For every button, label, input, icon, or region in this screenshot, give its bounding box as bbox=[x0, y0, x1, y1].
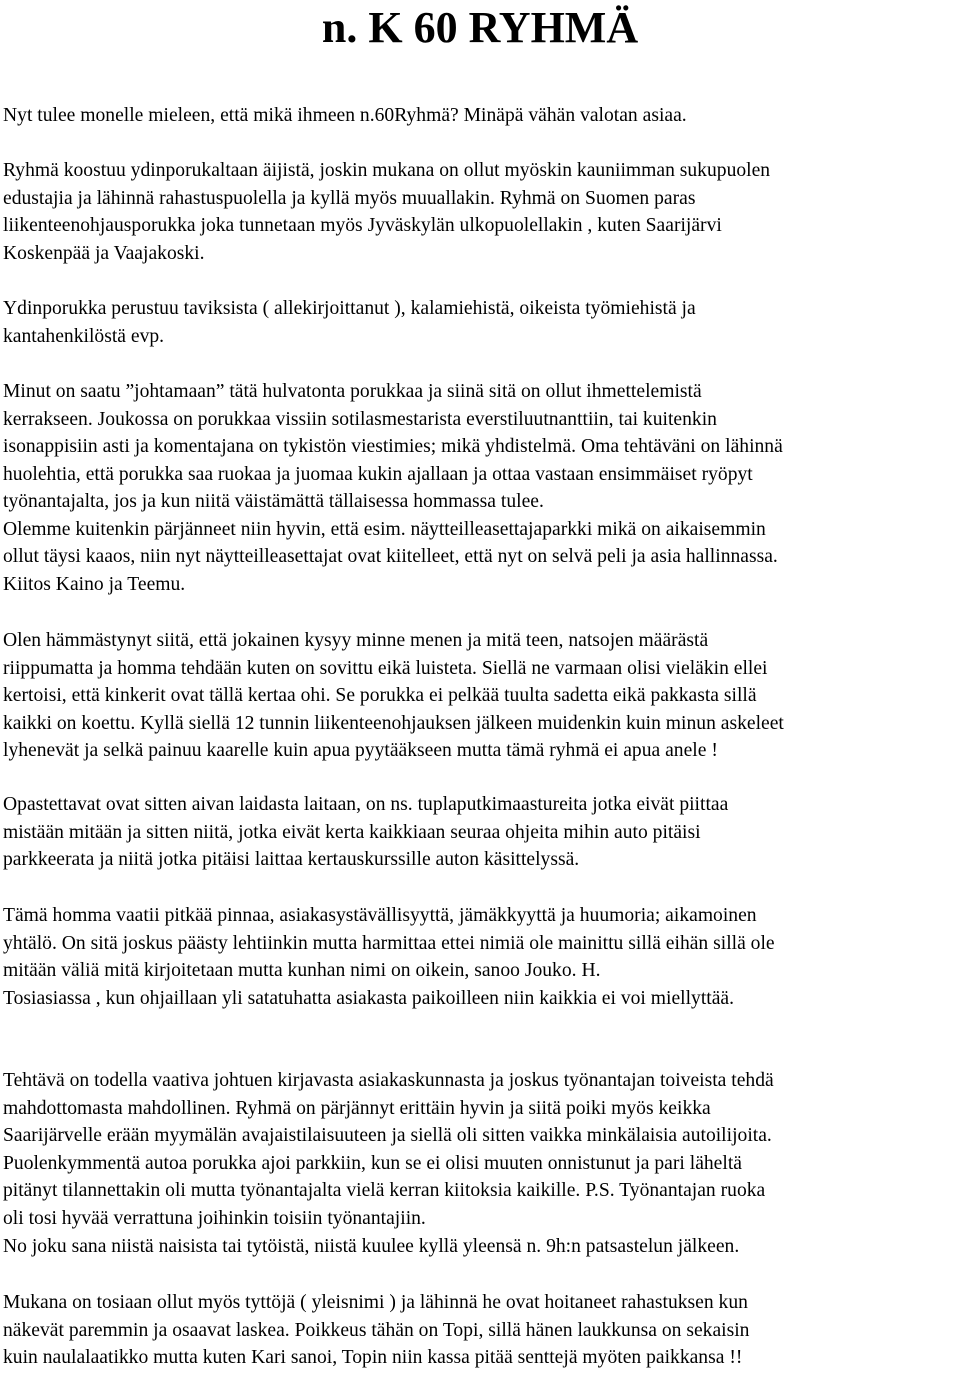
text-line: Tehtävä on todella vaativa johtuen kirjavasta asiakaskunnasta ja joskus työnantajan toiveista tehdä bbox=[3, 1070, 774, 1091]
text-line: riippumatta ja homma tehdään kuten on sovittu eikä luisteta. Siellä ne varmaan olisi vieläkin ellei bbox=[3, 657, 768, 679]
text-line: Tämä homma vaatii pitkää pinnaa, asiakasystävällisyyttä, jämäkkyyttä ja huumoria; aikamoinen bbox=[3, 905, 757, 926]
paragraph bbox=[3, 902, 960, 1012]
text-line: huolehtia, että porukka saa ruokaa ja juomaa kukin ajallaan ja ottaa vastaan ensimmäiset ryöpyt bbox=[3, 463, 753, 485]
text-line: pitänyt tilannettakin oli mutta työnantajalta vielä kerran kiitoksia kaikille. P.S. Työnantajan ruoka bbox=[3, 1180, 766, 1201]
text-line: isonappisiin asti ja komentajana on tykistön viestimies; mikä yhdistelmä. Oma tehtäväni on lähinnä bbox=[3, 436, 783, 457]
paragraph bbox=[3, 1233, 960, 1261]
text-line: liikenteenohjausporukka joka tunnetaan myös Jyväskylän ulkopuolellakin , kuten Saarijärvi bbox=[3, 215, 722, 236]
text-line: kantahenkilöstä evp. bbox=[3, 325, 165, 347]
text-line: Puolenkymmentä autoa porukka ajoi parkkiin, kun se ei olisi muuten onnistunut ja pari läheltä bbox=[3, 1152, 742, 1174]
text-line: Olemme kuitenkin pärjänneet niin hyvin, että esim. näytteilleasettajaparkki mikä on aikaisemmin bbox=[3, 518, 766, 540]
text-line: No joku sana niistä naisista tai tytöistä, niistä kuulee kyllä yleensä n. 9h:n patsastelun jälkeen. bbox=[3, 1236, 740, 1257]
text-line: Nyt tulee monelle mieleen, että mikä ihmeen n.60Ryhmä? Minäpä vähän valotan asiaa. bbox=[3, 105, 687, 126]
text-line: edustajia ja lähinnä rahastuspuolella ja kyllä myös muuallakin. Ryhmä on Suomen paras bbox=[3, 187, 696, 209]
text-line: parkkeerata ja niitä jotka pitäisi laittaa kertauskurssille auton käsittelyssä. bbox=[3, 849, 580, 870]
text-line: ollut täysi kaaos, niin nyt näytteilleasettajat ovat kiitelleet, että nyt on selvä peli ja asia hallinnassa. bbox=[3, 546, 778, 567]
text-line: näkevät paremmin ja osaavat laskea. Poikkeus tähän on Topi, sillä hänen laukkunsa on sekaisin bbox=[3, 1319, 750, 1341]
text-line: Minut on saatu ”johtamaan” tätä hulvatonta porukkaa ja siinä sitä on ollut ihmettelemistä bbox=[3, 381, 702, 402]
text-line: Kiitos Kaino ja Teemu. bbox=[3, 573, 186, 595]
text-line: kaikki on koettu. Kyllä siellä 12 tunnin liikenteenohjauksen jälkeen muidenkin kuin minun askeleet bbox=[3, 712, 784, 734]
paragraph bbox=[3, 1067, 960, 1232]
paragraph bbox=[3, 1289, 960, 1372]
paragraph bbox=[3, 102, 960, 130]
paragraph bbox=[3, 378, 960, 598]
text-line: mistään mitään ja sitten niitä, jotka eivät kerta kaikkiaan seuraa ohjeita mihin auto pitäisi bbox=[3, 821, 701, 843]
text-line: lyhenevät ja selkä painuu kaarelle kuin apua pyytääkseen mutta tämä ryhmä ei apua anele ! bbox=[3, 740, 718, 761]
text-line: oli tosi hyvää verrattuna joihinkin toisiin työnantajiin. bbox=[3, 1207, 426, 1229]
text-line: työnantajalta, jos ja kun niitä väistämättä tällaisessa hommassa tulee. bbox=[3, 491, 544, 512]
page-title: n. K 60 RYHMÄ bbox=[321, 3, 639, 52]
paragraph bbox=[3, 627, 960, 765]
text-line: kertoisi, että kinkerit ovat tällä kertaa ohi. Se porukka ei pelkää tuulta sadetta eikä pakkasta sillä bbox=[3, 685, 757, 706]
text-line: Mukana on tosiaan ollut myös tyttöjä ( yleisnimi ) ja lähinnä he ovat hoitaneet rahastuksen kun bbox=[3, 1292, 748, 1313]
text-line: Tosiasiassa , kun ohjaillaan yli satatuhatta asiakasta paikoilleen niin kaikkia ei voi miellyttää. bbox=[3, 987, 735, 1009]
text-line: Saarijärvelle erään myymälän avajaistilaisuuteen ja siellä oli sitten vaikka minkälaisia autoilijoita. bbox=[3, 1125, 772, 1146]
text-line: kerrakseen. Joukossa on porukkaa vissiin sotilasmestarista everstiluutnanttiin, tai kuitenkin bbox=[3, 408, 717, 430]
text-line: mahdottomasta mahdollinen. Ryhmä on pärjännyt erittäin hyvin ja siitä poiki myös keikka bbox=[3, 1097, 711, 1119]
text-line: mitään väliä mitä kirjoitetaan mutta kunhan nimi on oikein, sanoo Jouko. H. bbox=[3, 960, 601, 981]
paragraph bbox=[3, 157, 960, 267]
paragraph bbox=[3, 295, 960, 350]
text-line: Opastettavat ovat sitten aivan laidasta laitaan, on ns. tuplaputkimaastureita jotka eivät piittaa bbox=[3, 794, 729, 815]
text-line: Ryhmä koostuu ydinporukaltaan äijistä, joskin mukana on ollut myöskin kauniimman sukupuolen bbox=[3, 160, 771, 181]
text-line: yhtälö. On sitä joskus päästy lehtiinkin mutta harmittaa ettei nimiä ole mainittu sillä eihän sillä ole bbox=[3, 932, 775, 954]
text-line: Ydinporukka perustuu taviksista ( allekirjoittanut ), kalamiehistä, oikeista työmiehistä ja bbox=[3, 298, 696, 319]
paragraph bbox=[3, 791, 960, 874]
text-line: kuin naulalaatikko mutta kuten Kari sanoi, Topin niin kassa pitää senttejä myöten paikkansa !! bbox=[3, 1347, 743, 1368]
text-line: Koskenpää ja Vaajakoski. bbox=[3, 242, 205, 264]
text-line: Olen hämmästynyt siitä, että jokainen kysyy minne menen ja mitä teen, natsojen määrästä bbox=[3, 630, 709, 651]
